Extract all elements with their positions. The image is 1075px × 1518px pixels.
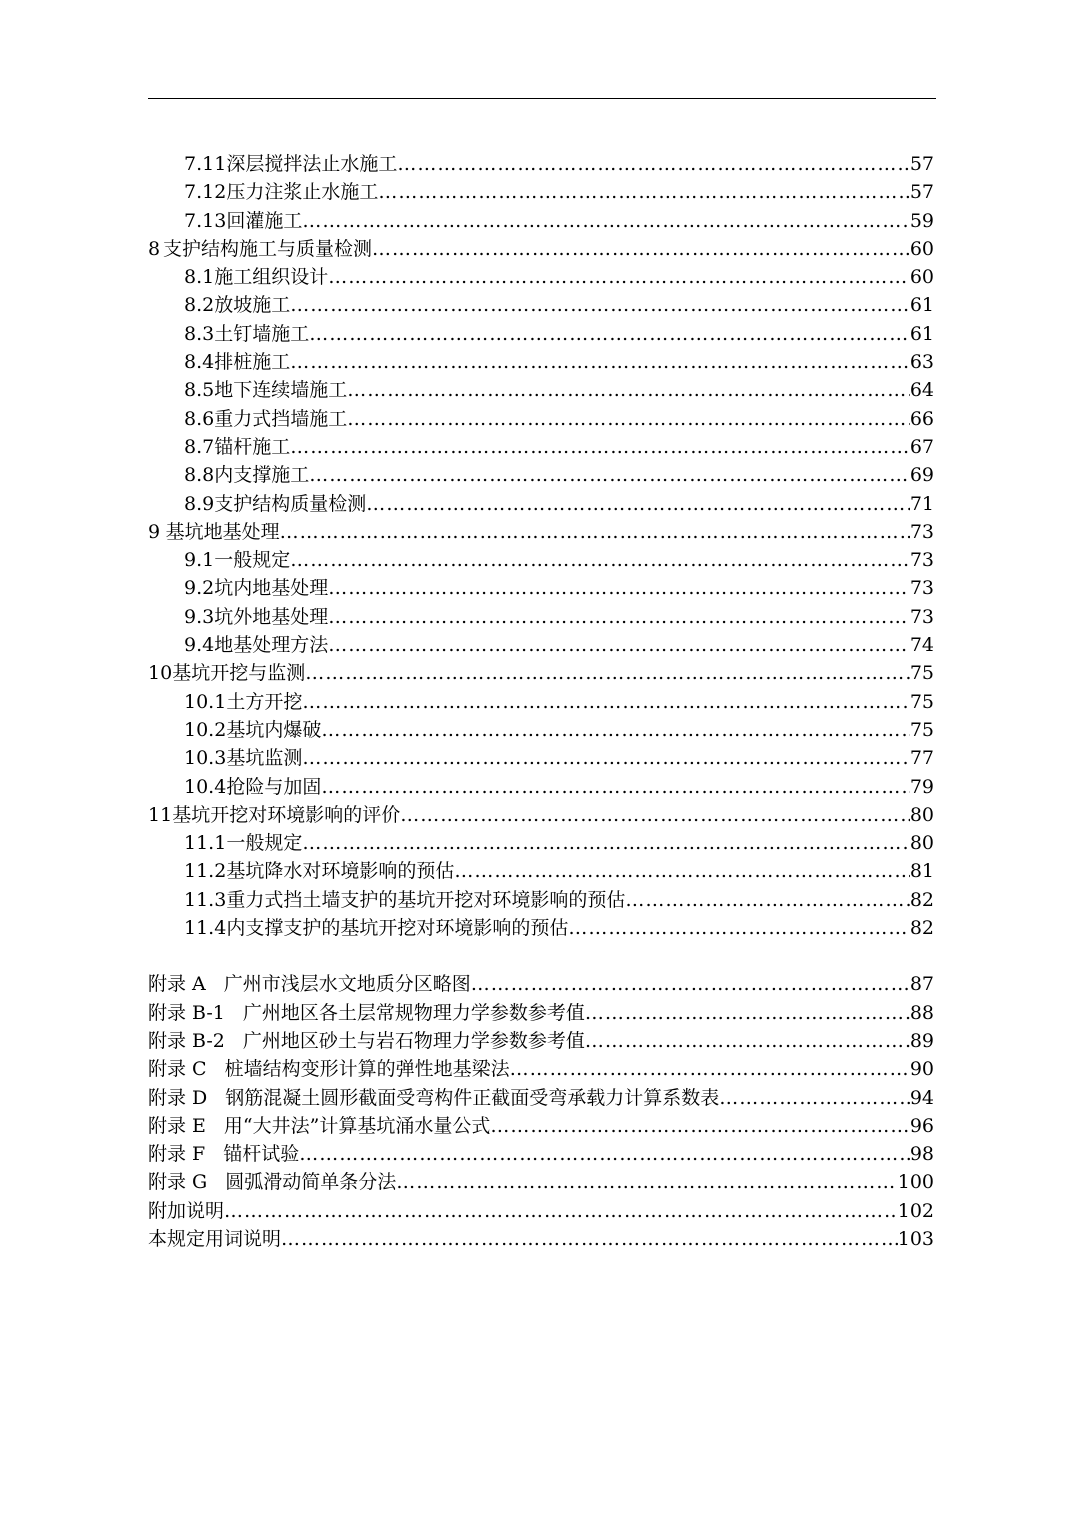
- entry-title: 基坑降水对环境影响的预估: [226, 860, 455, 883]
- entry-number: 9.4: [184, 634, 215, 657]
- entry-page-number: 57: [909, 153, 934, 175]
- toc-entry[interactable]: [148, 688, 934, 716]
- entry-number: 8.4: [184, 351, 215, 374]
- entry-number: 附录 A: [148, 973, 206, 996]
- entry-title: 压力注浆止水施工: [226, 181, 379, 204]
- toc-entry[interactable]: [148, 744, 934, 772]
- entry-title: 抢险与加固: [226, 775, 322, 798]
- toc-entry[interactable]: [148, 320, 934, 348]
- toc-entry[interactable]: [148, 376, 934, 404]
- entry-page-number: 80: [909, 803, 934, 826]
- toc-entry[interactable]: [148, 914, 934, 942]
- entry-page-number: 94: [909, 1086, 934, 1109]
- entry-number: 9.1: [184, 549, 215, 572]
- entry-title: 广州地区砂土与岩石物理力学参数参考值: [242, 1029, 585, 1052]
- entry-number: 10.1: [184, 690, 227, 713]
- entry-title: 基坑开挖对环境影响的评价: [172, 803, 401, 826]
- entry-page-number: 61: [909, 294, 934, 317]
- entry-title: 内支撑支护的基坑开挖对环境影响的预估: [226, 917, 569, 940]
- dot-leader: [372, 235, 910, 263]
- entry-title: 内支撑施工: [214, 464, 310, 487]
- entry-number: 9: [148, 520, 161, 543]
- toc-entry[interactable]: [148, 461, 934, 489]
- dot-leader: [290, 348, 910, 376]
- entry-title: 重力式挡土墙支护的基坑开挖对环境影响的预估: [226, 888, 626, 911]
- entry-number: 10: [148, 662, 173, 685]
- appendix-entry[interactable]: [148, 1140, 934, 1168]
- entry-title: 支护结构施工与质量检测: [163, 237, 373, 260]
- entry-number: 11.2: [184, 860, 227, 883]
- dot-leader: [397, 150, 909, 178]
- dot-leader: [290, 433, 910, 461]
- entry-page-number: 73: [909, 577, 934, 600]
- entry-page-number: 81: [909, 860, 934, 883]
- entry-page-number: 75: [909, 718, 934, 741]
- appendix-entry[interactable]: [148, 970, 934, 998]
- entry-title: 一般规定: [214, 549, 291, 572]
- dot-leader: [302, 744, 909, 772]
- dot-leader: [309, 320, 910, 348]
- dot-leader: [302, 829, 909, 857]
- toc-entry[interactable]: [148, 631, 934, 659]
- toc-entry[interactable]: [148, 716, 934, 744]
- entry-number: 8.2: [184, 294, 215, 317]
- dot-leader: [299, 1140, 910, 1168]
- toc-entry[interactable]: [148, 857, 934, 885]
- appendix-entry[interactable]: [148, 1197, 934, 1225]
- toc-entry[interactable]: [148, 490, 934, 518]
- entry-page-number: 57: [909, 181, 934, 204]
- entry-title: 坑外地基处理: [214, 605, 329, 628]
- entry-number: 11.4: [184, 917, 227, 940]
- entry-title: 放坡施工: [214, 294, 291, 317]
- entry-title: 锚杆施工: [214, 435, 291, 458]
- entry-number: 8.5: [184, 379, 215, 402]
- entry-page-number: 75: [909, 662, 934, 685]
- entry-page-number: 87: [909, 973, 934, 996]
- entry-title: 基坑监测: [226, 747, 303, 770]
- entry-page-number: 89: [909, 1029, 934, 1052]
- entry-page-number: 59: [909, 209, 934, 232]
- entry-number: 8.1: [184, 266, 215, 289]
- dot-leader: [400, 801, 910, 829]
- entry-page-number: 67: [909, 435, 934, 458]
- entry-number: 8.7: [184, 435, 215, 458]
- entry-title: 地下连续墙施工: [214, 379, 348, 402]
- entry-page-number: 73: [909, 605, 934, 628]
- entry-title: 重力式挡墙施工: [214, 407, 348, 430]
- entry-title: 施工组织设计: [214, 266, 329, 289]
- dot-leader: [378, 178, 909, 206]
- dot-leader: [366, 490, 910, 518]
- dot-leader: [347, 376, 910, 404]
- entry-title: 基坑内爆破: [226, 718, 322, 741]
- entry-title: 锚杆试验: [223, 1143, 300, 1166]
- appendix-entry[interactable]: [148, 1027, 934, 1055]
- entry-page-number: 80: [909, 832, 934, 855]
- entry-page-number: 66: [909, 407, 934, 430]
- entry-title: 广州市浅层水文地质分区略图: [223, 973, 471, 996]
- dot-leader: [328, 631, 910, 659]
- entry-page-number: 73: [909, 549, 934, 572]
- entry-page-number: 63: [909, 351, 934, 374]
- entry-number: 附录 F: [148, 1143, 206, 1166]
- section-gap: [148, 942, 934, 970]
- toc-entry[interactable]: [148, 207, 934, 235]
- entry-page-number: 102: [897, 1199, 934, 1222]
- toc-entry[interactable]: [148, 603, 934, 631]
- entry-number: 11.3: [184, 888, 227, 911]
- entry-title: 土钉墙施工: [214, 322, 310, 345]
- entry-page-number: 74: [909, 634, 934, 657]
- entry-number: 8.3: [184, 322, 215, 345]
- entry-title: 圆弧滑动简单条分法: [225, 1171, 397, 1194]
- entry-number: 7.11: [184, 153, 227, 175]
- toc-entry[interactable]: [148, 801, 934, 829]
- dot-leader: [328, 263, 910, 291]
- dot-leader: [585, 1027, 910, 1055]
- entry-page-number: 61: [909, 322, 934, 345]
- dot-leader: [396, 1168, 898, 1196]
- entry-number: 9.3: [184, 605, 215, 628]
- entry-title: 用“大井法”计算基坑涌水量公式: [223, 1114, 491, 1137]
- entry-page-number: 69: [909, 464, 934, 487]
- appendix-entry[interactable]: [148, 999, 934, 1027]
- entry-title: 广州地区各土层常规物理力学参数参考值: [242, 1001, 585, 1024]
- dot-leader: [568, 914, 909, 942]
- dot-leader: [719, 1084, 910, 1112]
- toc-entry[interactable]: [148, 546, 934, 574]
- entry-number: 7.13: [184, 209, 227, 232]
- entry-number: 附录 B-1: [148, 1001, 225, 1024]
- entry-number: 8: [148, 237, 161, 260]
- toc-entry[interactable]: [148, 235, 934, 263]
- dot-leader: [290, 291, 910, 319]
- dot-leader: [281, 1225, 898, 1253]
- entry-number: 11.1: [184, 832, 227, 855]
- entry-page-number: 96: [909, 1114, 934, 1137]
- table-of-contents: [148, 150, 934, 1253]
- dot-leader: [224, 1197, 898, 1225]
- entry-number: 8.9: [184, 492, 215, 515]
- entry-number: 8.8: [184, 464, 215, 487]
- entry-title: 土方开挖: [226, 690, 303, 713]
- toc-entry[interactable]: [148, 150, 934, 178]
- dot-leader: [305, 659, 910, 687]
- entry-page-number: 64: [909, 379, 934, 402]
- appendix-entry[interactable]: [148, 1084, 934, 1112]
- entry-title: 排桩施工: [214, 351, 291, 374]
- entry-title: 本规定用词说明: [148, 1227, 282, 1250]
- entry-title: 一般规定: [226, 832, 303, 855]
- entry-number: 附录 D: [148, 1086, 208, 1109]
- entry-page-number: 79: [909, 775, 934, 798]
- entry-number: 附录 B-2: [148, 1029, 225, 1052]
- dot-leader: [471, 970, 910, 998]
- entry-page-number: 88: [909, 1001, 934, 1024]
- toc-entry[interactable]: [148, 291, 934, 319]
- entry-title: 坑内地基处理: [214, 577, 329, 600]
- entry-page-number: 71: [909, 492, 934, 515]
- dot-leader: [280, 518, 910, 546]
- toc-entry[interactable]: [148, 405, 934, 433]
- entry-number: 7.12: [184, 181, 227, 204]
- entry-page-number: 75: [909, 690, 934, 713]
- entry-page-number: 60: [909, 266, 934, 289]
- toc-entry[interactable]: [148, 659, 934, 687]
- dot-leader: [585, 999, 910, 1027]
- entry-page-number: 82: [909, 888, 934, 911]
- appendix-entry[interactable]: [148, 1055, 934, 1083]
- entry-title: 附加说明: [148, 1199, 225, 1222]
- toc-entry[interactable]: [148, 886, 934, 914]
- entry-number: 附录 C: [148, 1058, 207, 1081]
- dot-leader: [454, 857, 909, 885]
- appendix-entry[interactable]: [148, 1112, 934, 1140]
- entry-title: 深层搅拌法止水施工: [226, 153, 398, 175]
- entry-number: 10.2: [184, 718, 227, 741]
- dot-leader: [625, 886, 909, 914]
- entry-page-number: 98: [909, 1143, 934, 1166]
- toc-entry[interactable]: [148, 574, 934, 602]
- entry-page-number: 100: [897, 1171, 934, 1194]
- dot-leader: [347, 405, 910, 433]
- header-rule: [148, 98, 936, 99]
- entry-number: 附录 E: [148, 1114, 206, 1137]
- toc-entry[interactable]: [148, 773, 934, 801]
- entry-page-number: 82: [909, 917, 934, 940]
- entry-title: 基坑地基处理: [165, 520, 280, 543]
- toc-entry[interactable]: [148, 178, 934, 206]
- appendix-entry[interactable]: [148, 1225, 934, 1253]
- entry-title: 桩墙结构变形计算的弹性地基梁法: [224, 1058, 510, 1081]
- dot-leader: [302, 207, 909, 235]
- dot-leader: [321, 773, 909, 801]
- dot-leader: [302, 688, 909, 716]
- entry-page-number: 77: [909, 747, 934, 770]
- dot-leader: [490, 1112, 909, 1140]
- entry-page-number: 60: [909, 237, 934, 260]
- entry-page-number: 90: [909, 1058, 934, 1081]
- entry-number: 10.3: [184, 747, 227, 770]
- entry-number: 附录 G: [148, 1171, 208, 1194]
- entry-page-number: 103: [897, 1227, 934, 1250]
- dot-leader: [290, 546, 910, 574]
- entry-title: 支护结构质量检测: [214, 492, 367, 515]
- appendix-entry[interactable]: [148, 1168, 934, 1196]
- entry-page-number: 73: [909, 520, 934, 543]
- dot-leader: [328, 603, 910, 631]
- toc-entry[interactable]: [148, 433, 934, 461]
- entry-number: 9.2: [184, 577, 215, 600]
- toc-entry[interactable]: [148, 829, 934, 857]
- toc-entry[interactable]: [148, 518, 934, 546]
- entry-number: 11: [148, 803, 173, 826]
- dot-leader: [328, 574, 910, 602]
- entry-number: 8.6: [184, 407, 215, 430]
- toc-entry[interactable]: [148, 263, 934, 291]
- entry-number: 10.4: [184, 775, 227, 798]
- dot-leader: [321, 716, 909, 744]
- dot-leader: [309, 461, 910, 489]
- entry-title: 回灌施工: [226, 209, 303, 232]
- toc-entry[interactable]: [148, 348, 934, 376]
- entry-title: 钢筋混凝土圆形截面受弯构件正截面受弯承载力计算系数表: [225, 1086, 720, 1109]
- entry-title: 地基处理方法: [214, 634, 329, 657]
- entry-title: 基坑开挖与监测: [172, 662, 306, 685]
- dot-leader: [510, 1055, 910, 1083]
